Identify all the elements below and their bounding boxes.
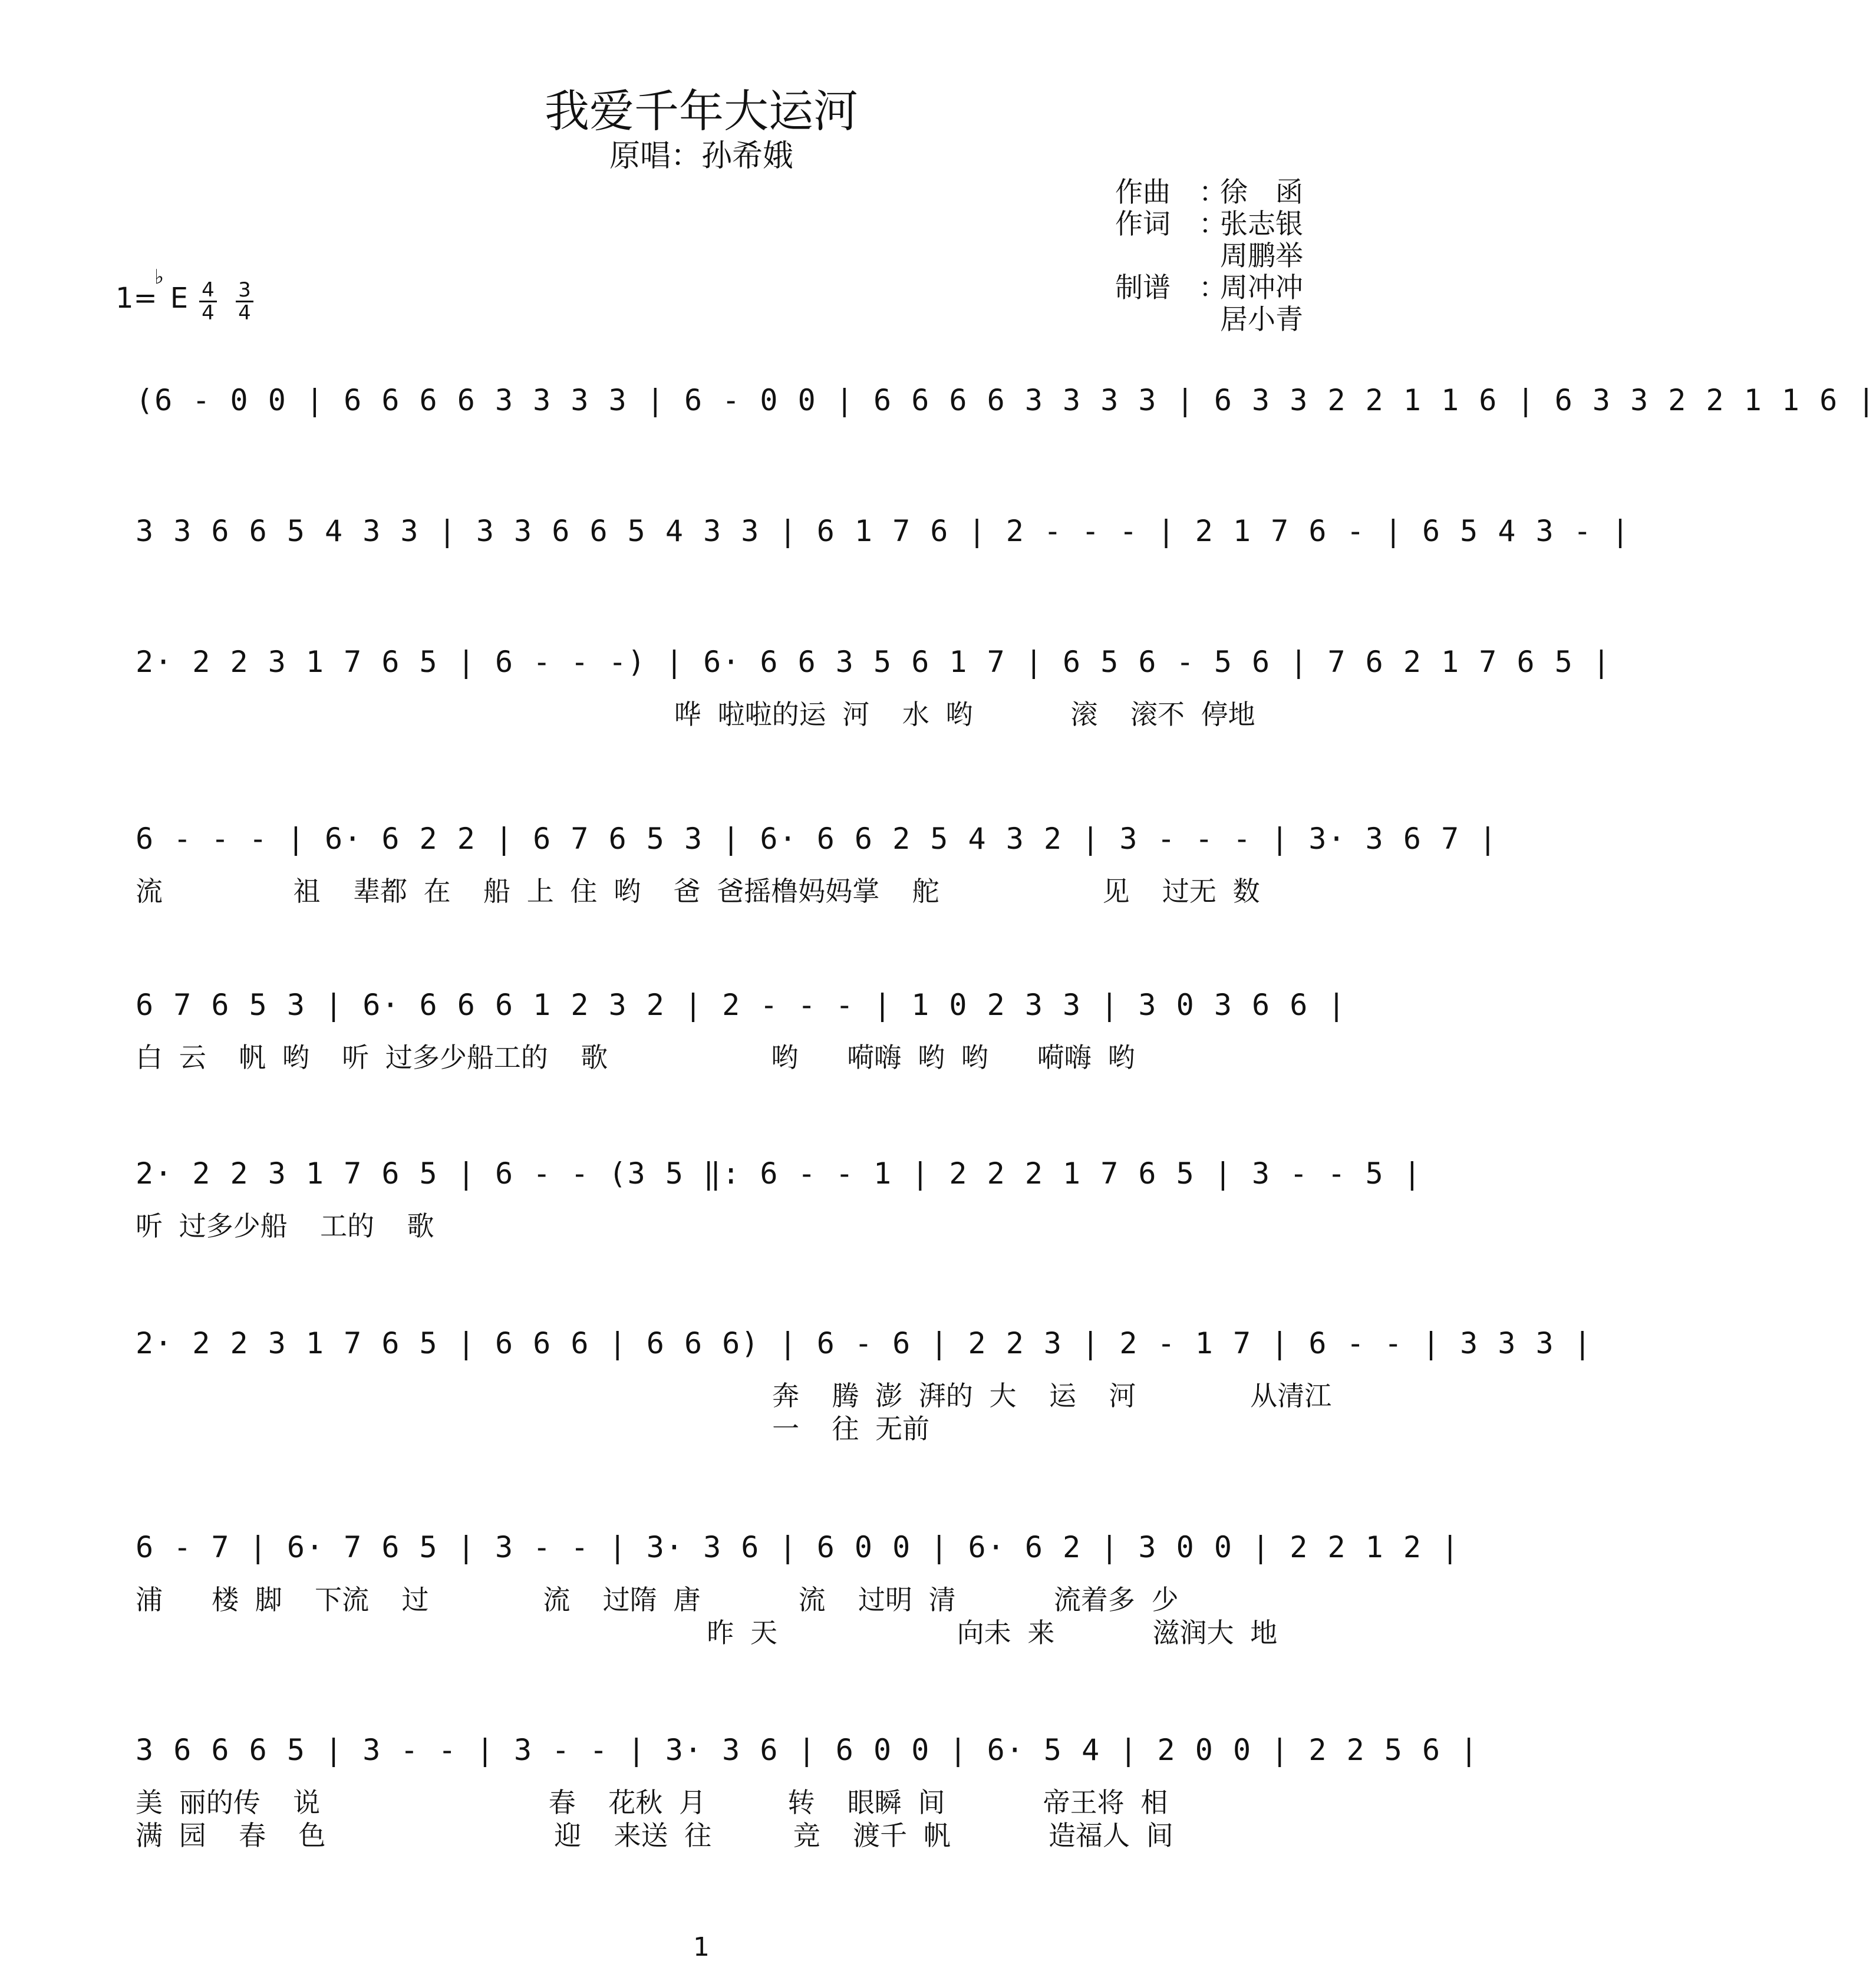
lyricist-row-2 (1115, 240, 1303, 272)
song-title: 我爱千年大运河 (545, 85, 858, 137)
arranger-row-2 (1115, 304, 1303, 336)
lyrics-line-1: 流 祖 辈都 在 船 上 住 哟 爸 爸摇橹妈妈掌 舵 见 过无 数 (136, 875, 1260, 907)
time-signature-numerator: 3 (236, 279, 253, 302)
lyrics-line-1: 哗 啦啦的运 河 水 哟 滚 滚不 停地 (136, 698, 1255, 730)
lyricist-name-2: 周鹏举 (1220, 240, 1303, 272)
notation-line: 3 3 6 6 5 4 3 3 | 3 3 6 6 5 4 3 3 | 6 1 7 6 | 2 - - - | 2 1 7 6 - | 6 5 4 3 - | (136, 514, 1631, 548)
lyricist-role: 作词 (1115, 208, 1171, 240)
notation-line: 2· 2 2 3 1 7 6 5 | 6 - - (3 5 ‖: 6 - - 1 | 2 2 2 1 7 6 5 | 3 - - 5 | (136, 1156, 1422, 1191)
arranger-name-2: 居小青 (1220, 304, 1303, 336)
lyricist-name-1: 张志银 (1220, 208, 1303, 240)
lyrics-line-2: 一 往 无前 (136, 1413, 930, 1445)
notation-line: 3 6 6 6 5 | 3 - - | 3 - - | 3· 3 6 | 6 0 0 | 6· 5 4 | 2 0 0 | 2 2 5 6 | (136, 1733, 1479, 1767)
arranger-name-1: 周冲冲 (1220, 272, 1303, 304)
lyricist-row (1115, 209, 1303, 240)
lyrics-line-2: 满 园 春 色 迎 来送 往 竞 渡千 帆 造福人 间 (136, 1820, 1173, 1851)
time-signature-numerator: 4 (199, 279, 217, 302)
notation-line: 6 - - - | 6· 6 2 2 | 6 7 6 5 3 | 6· 6 6 2 5 4 3 2 | 3 - - - | 3· 3 6 7 | (136, 822, 1498, 856)
notation-line: 6 - 7 | 6· 7 6 5 | 3 - - | 3· 3 6 | 6 0 0 | 6· 6 2 | 3 0 0 | 2 2 1 2 | (136, 1530, 1460, 1564)
lyrics-line-1: 听 过多少船 工的 歌 (136, 1210, 434, 1242)
notation-line: 6 7 6 5 3 | 6· 6 6 6 1 2 3 2 | 2 - - - | 1 0 2 3 3 | 3 0 3 6 6 | (136, 988, 1347, 1022)
key-note: E (170, 282, 189, 315)
composer-role: 作曲 (1115, 176, 1171, 209)
colon: ： (1199, 176, 1227, 209)
key-signature (116, 265, 189, 315)
notation-line: 2· 2 2 3 1 7 6 5 | 6 6 6 | 6 6 6) | 6 - 6 | 2 2 3 | 2 - 1 7 | 6 - - | 3 3 3 | (136, 1326, 1593, 1360)
notation-line: 2· 2 2 3 1 7 6 5 | 6 - - -) | 6· 6 6 3 5 6 1 7 | 6 5 6 - 5 6 | 7 6 2 1 7 6 5 | (136, 645, 1611, 679)
key-prefix: 1= (116, 282, 157, 315)
credits-block (1115, 177, 1303, 336)
composer-name: 徐 函 (1220, 176, 1303, 209)
arranger-role: 制谱 (1115, 272, 1171, 304)
lyrics-line-2: 昨 天 向未 来 滋润大 地 (136, 1617, 1278, 1649)
original-singer: 原唱：孙希娥 (609, 139, 793, 174)
arranger-row (1115, 272, 1303, 304)
colon: ： (1199, 272, 1227, 304)
time-signature-2 (236, 279, 253, 324)
composer-row (1115, 177, 1303, 209)
page-number: 1 (693, 1932, 710, 1962)
time-signature-denominator: 4 (238, 301, 251, 325)
lyrics-line-1: 浦 楼 脚 下流 过 流 过隋 唐 流 过明 清 流着多 少 (136, 1584, 1179, 1616)
time-signature-1 (199, 279, 217, 324)
flat-icon: ♭ (154, 265, 164, 289)
lyrics-line-1: 白 云 帆 哟 听 过多少船工的 歌 哟 嗬嗨 哟 哟 嗬嗨 哟 (136, 1042, 1135, 1073)
colon: ： (1199, 208, 1227, 240)
lyrics-line-1: 奔 腾 澎 湃的 大 运 河 从清江 (136, 1380, 1332, 1412)
lyrics-line-1: 美 丽的传 说 春 花秋 月 转 眼瞬 间 帝王将 相 (136, 1787, 1168, 1818)
time-signature-denominator: 4 (202, 301, 215, 325)
notation-line: (6 - 0 0 | 6 6 6 6 3 3 3 3 | 6 - 0 0 | 6 6 6 6 3 3 3 3 | 6 3 3 2 2 1 1 6 | 6 3 3 2 2 1 1 6 | (136, 383, 1876, 417)
